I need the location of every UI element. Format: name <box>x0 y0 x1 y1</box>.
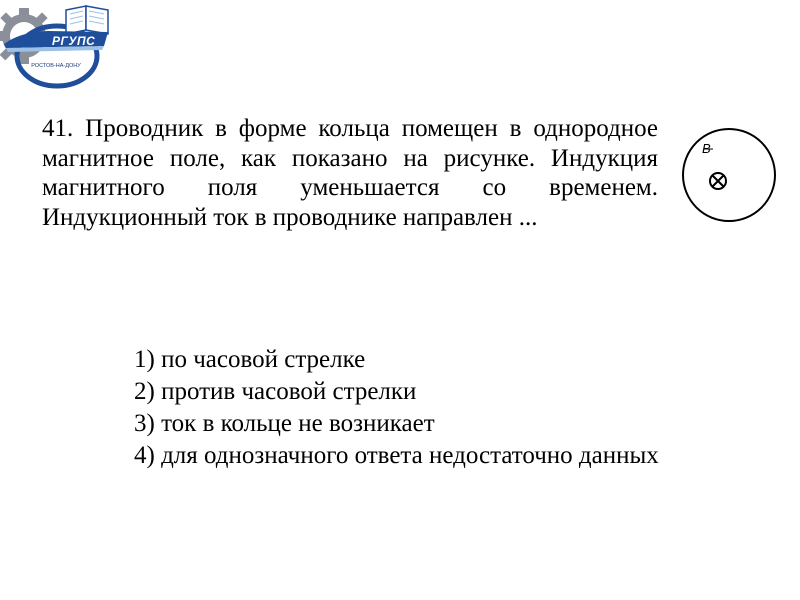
book-icon <box>66 6 108 34</box>
field-into-page-icon <box>710 173 726 189</box>
field-label: B <box>702 141 711 156</box>
university-logo <box>0 0 115 92</box>
answer-option-3: 3) ток в кольце не возникает <box>134 410 435 437</box>
answer-option-2: 2) против часовой стрелки <box>134 378 417 405</box>
logo-city: РОСТОВ-НА-ДОНУ <box>31 63 81 69</box>
answer-option-4: 4) для однозначного ответа недостаточно данных <box>134 442 659 469</box>
logo-abbreviation: РГУПС <box>52 34 96 48</box>
ring-icon <box>683 129 775 221</box>
answer-list <box>50 344 756 472</box>
ring-figure <box>680 120 780 230</box>
ring-diagram <box>680 120 780 230</box>
question-text: 41. Проводник в форме кольца помещен в однородное магнитное поле, как показано на рисунке. Индукция магнитного поля уменьшается со временем. Индукционный ток в проводнике направлен ... <box>42 115 658 231</box>
answer-option-1: 1) по часовой стрелке <box>134 346 366 373</box>
